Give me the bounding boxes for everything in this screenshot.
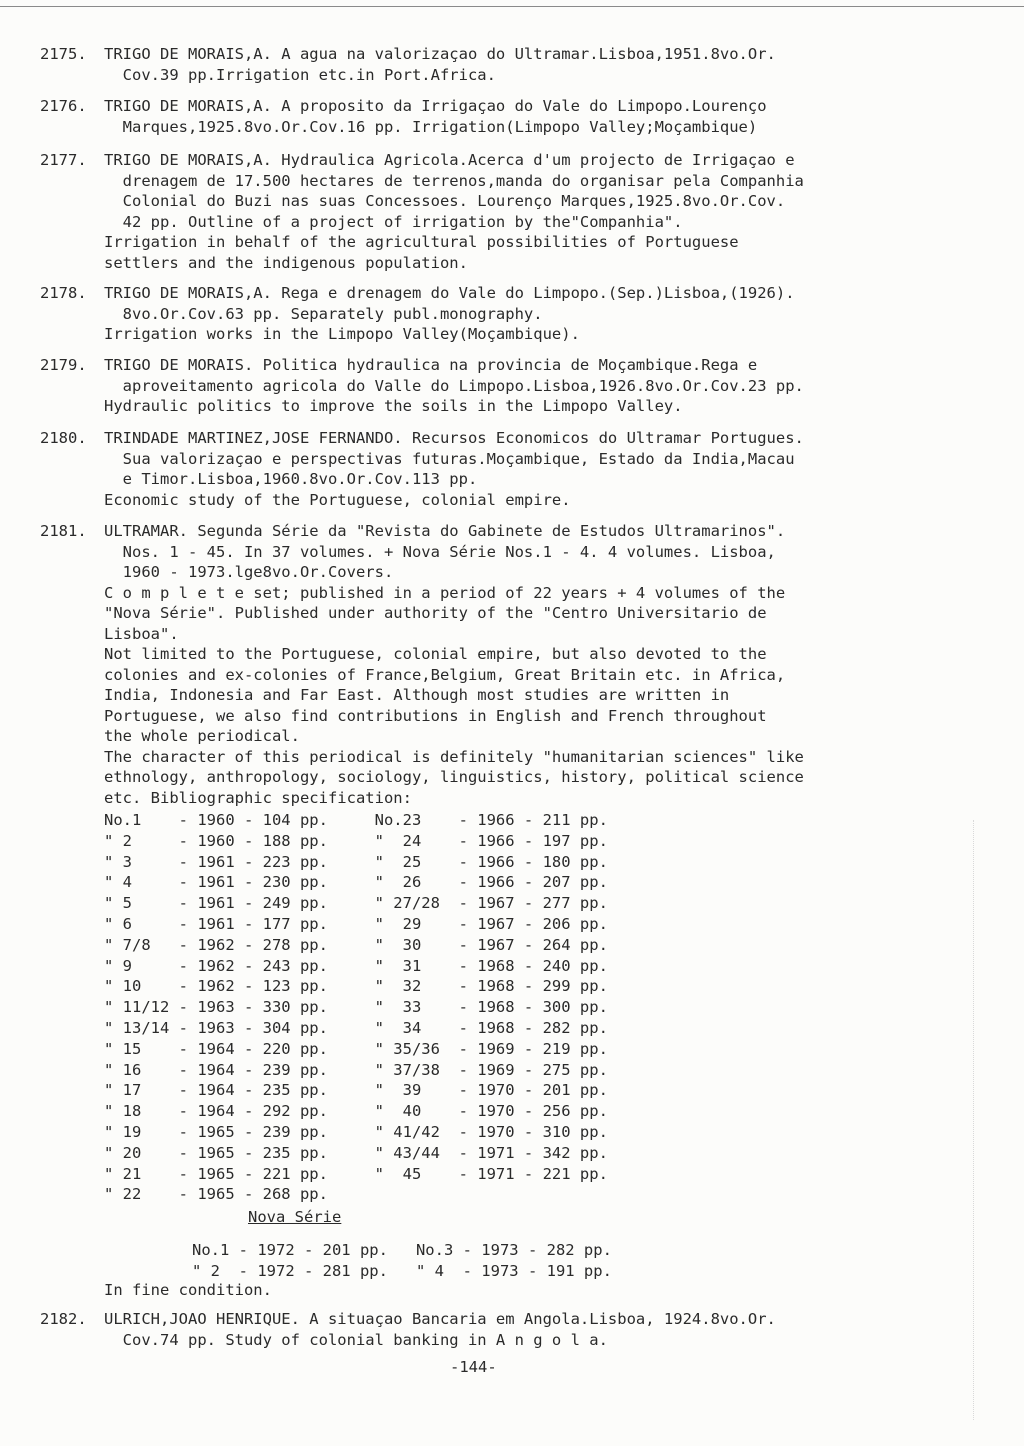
entry-line: ethnology, anthropology, sociology, linguistics, history, political science [104, 768, 804, 786]
entry-line: TRIGO DE MORAIS,A. Rega e drenagem do Vale do Limpopo.(Sep.)Lisboa,(1926). [104, 284, 795, 302]
entry-line: Colonial do Buzi nas suas Concessoes. Lourenço Marques,1925.8vo.Or.Cov. [104, 192, 786, 210]
spec-row: " 11/12 - 1963 - 330 pp. " 33 - 1968 - 300 pp. [104, 998, 608, 1017]
entry-line: 1960 - 1973.lge8vo.Or.Covers. [104, 563, 394, 581]
entry-line: Portuguese, we also find contributions in English and French throughout [104, 706, 767, 725]
spec-row: " 5 - 1961 - 249 pp. " 27/28 - 1967 - 277 pp. [104, 894, 608, 913]
top-rule [0, 6, 1024, 7]
entry-line: India, Indonesia and Far East. Although most studies are written in [104, 686, 730, 704]
spec-row: " 16 - 1964 - 239 pp. " 37/38 - 1969 - 275 pp. [104, 1060, 608, 1079]
entry-line: colonies and ex-colonies of France,Belgium, Great Britain etc. in Africa, [104, 665, 786, 684]
spec-row: " 22 - 1965 - 268 pp. [104, 1185, 328, 1204]
entry-line: Lisboa". [104, 624, 179, 643]
entry-line: Irrigation in behalf of the agricultural possibilities of Portuguese [104, 233, 739, 251]
entry-line: TRINDADE MARTINEZ,JOSE FERNANDO. Recursos Economicos do Ultramar Portugues. [104, 429, 804, 447]
entry-line: settlers and the indigenous population. [104, 253, 468, 272]
entry-line: Marques,1925.8vo.Or.Cov.16 pp. Irrigation(Limpopo Valley;Moçambique) [104, 117, 758, 136]
entry-line: ULRICH,JOAO HENRIQUE. A situaçao Bancaria em Angola.Lisboa, 1924.8vo.Or. [104, 1310, 776, 1328]
entry-line: TRIGO DE MORAIS,A. A agua na valorizaçao do Ultramar.Lisboa,1951.8vo.Or. [104, 45, 776, 63]
spec-row: " 10 - 1962 - 123 pp. " 32 - 1968 - 299 pp. [104, 977, 608, 996]
entry-line: TRIGO DE MORAIS,A. A proposito da Irrigaçao do Vale do Limpopo.Lourenço [104, 97, 767, 115]
nova-serie-heading: Nova Série [248, 1208, 342, 1226]
entry-number: 2178. [40, 284, 87, 302]
entry-line: 8vo.Or.Cov.63 pp. Separately publ.monography. [104, 304, 543, 323]
entry-line: e Timor.Lisboa,1960.8vo.Or.Cov.113 pp. [104, 470, 478, 488]
nova-serie-row: " 2 - 1972 - 281 pp. " 4 - 1973 - 191 pp. [192, 1261, 612, 1280]
entry-line: aproveitamento agricola do Valle do Limpopo.Lisboa,1926.8vo.Or.Cov.23 pp. [104, 376, 804, 395]
page-number: -144- [450, 1358, 497, 1376]
spec-row: " 20 - 1965 - 235 pp. " 43/44 - 1971 - 342 pp. [104, 1143, 608, 1162]
entry-number: 2180. [40, 429, 87, 447]
spec-row: " 13/14 - 1963 - 304 pp. " 34 - 1968 - 282 pp. [104, 1018, 608, 1037]
spec-row: " 4 - 1961 - 230 pp. " 26 - 1966 - 207 pp. [104, 873, 608, 892]
entry-line: etc. Bibliographic specification: [104, 788, 412, 807]
entry-line: drenagem de 17.500 hectares de terrenos,manda do organisar pela Companhia [104, 171, 804, 190]
entry-line: 42 pp. Outline of a project of irrigation by the"Companhia". [104, 212, 683, 231]
entry-number: 2177. [40, 151, 87, 169]
spec-row: " 21 - 1965 - 221 pp. " 45 - 1971 - 221 pp. [104, 1164, 608, 1183]
entry-line: Irrigation works in the Limpopo Valley(Moçambique). [104, 325, 580, 343]
entry-line: Nos. 1 - 45. In 37 volumes. + Nova Série Nos.1 - 4. 4 volumes. Lisboa, [104, 542, 776, 561]
spec-row: No.1 - 1960 - 104 pp. No.23 - 1966 - 211 pp. [104, 811, 608, 829]
condition-note: In fine condition. [104, 1281, 272, 1299]
entry-line: The character of this periodical is definitely "humanitarian sciences" like [104, 747, 804, 766]
entry-line: the whole periodical. [104, 727, 300, 745]
spec-row: " 6 - 1961 - 177 pp. " 29 - 1967 - 206 pp. [104, 914, 608, 933]
spec-row: " 7/8 - 1962 - 278 pp. " 30 - 1967 - 264 pp. [104, 935, 608, 954]
entry-number: 2182. [40, 1310, 87, 1328]
entry-line: "Nova Série". Published under authority of the "Centro Universitario de [104, 604, 767, 622]
spec-row: " 2 - 1960 - 188 pp. " 24 - 1966 - 197 pp. [104, 831, 608, 850]
entry-number: 2179. [40, 356, 87, 374]
spec-row: " 9 - 1962 - 243 pp. " 31 - 1968 - 240 pp. [104, 956, 608, 975]
bibliographic-specification-table [104, 810, 608, 1205]
entry-number: 2175. [40, 45, 87, 63]
entry-number: 2176. [40, 97, 87, 115]
spec-row: " 17 - 1964 - 235 pp. " 39 - 1970 - 201 pp. [104, 1081, 608, 1100]
entry-line: Cov.74 pp. Study of colonial banking in A n g o l a. [104, 1330, 608, 1349]
entry-line: Cov.39 pp.Irrigation etc.in Port.Africa. [104, 65, 496, 84]
spec-row: " 15 - 1964 - 220 pp. " 35/36 - 1969 - 219 pp. [104, 1039, 608, 1058]
nova-serie-table [192, 1240, 612, 1282]
spec-row: " 3 - 1961 - 223 pp. " 25 - 1966 - 180 pp. [104, 852, 608, 871]
entry-line: ULTRAMAR. Segunda Série da "Revista do Gabinete de Estudos Ultramarinos". [104, 522, 786, 540]
entry-number: 2181. [40, 522, 87, 540]
entry-line: C o m p l e t e set; published in a period of 22 years + 4 volumes of the [104, 583, 786, 602]
spec-row: " 19 - 1965 - 239 pp. " 41/42 - 1970 - 310 pp. [104, 1122, 608, 1141]
entry-line: Economic study of the Portuguese, colonial empire. [104, 490, 571, 509]
nova-serie-row: No.1 - 1972 - 201 pp. No.3 - 1973 - 282 pp. [192, 1241, 612, 1259]
entry-line: Not limited to the Portuguese, colonial empire, but also devoted to the [104, 645, 767, 663]
spec-row: " 18 - 1964 - 292 pp. " 40 - 1970 - 256 pp. [104, 1102, 608, 1121]
entry-line: TRIGO DE MORAIS,A. Hydraulica Agricola.Acerca d'um projecto de Irrigaçao e [104, 151, 795, 169]
entry-line: TRIGO DE MORAIS. Politica hydraulica na provincia de Moçambique.Rega e [104, 356, 758, 374]
entry-line: Sua valorizaçao e perspectivas futuras.Moçambique, Estado da India,Macau [104, 449, 795, 468]
entry-line: Hydraulic politics to improve the soils in the Limpopo Valley. [104, 397, 683, 415]
